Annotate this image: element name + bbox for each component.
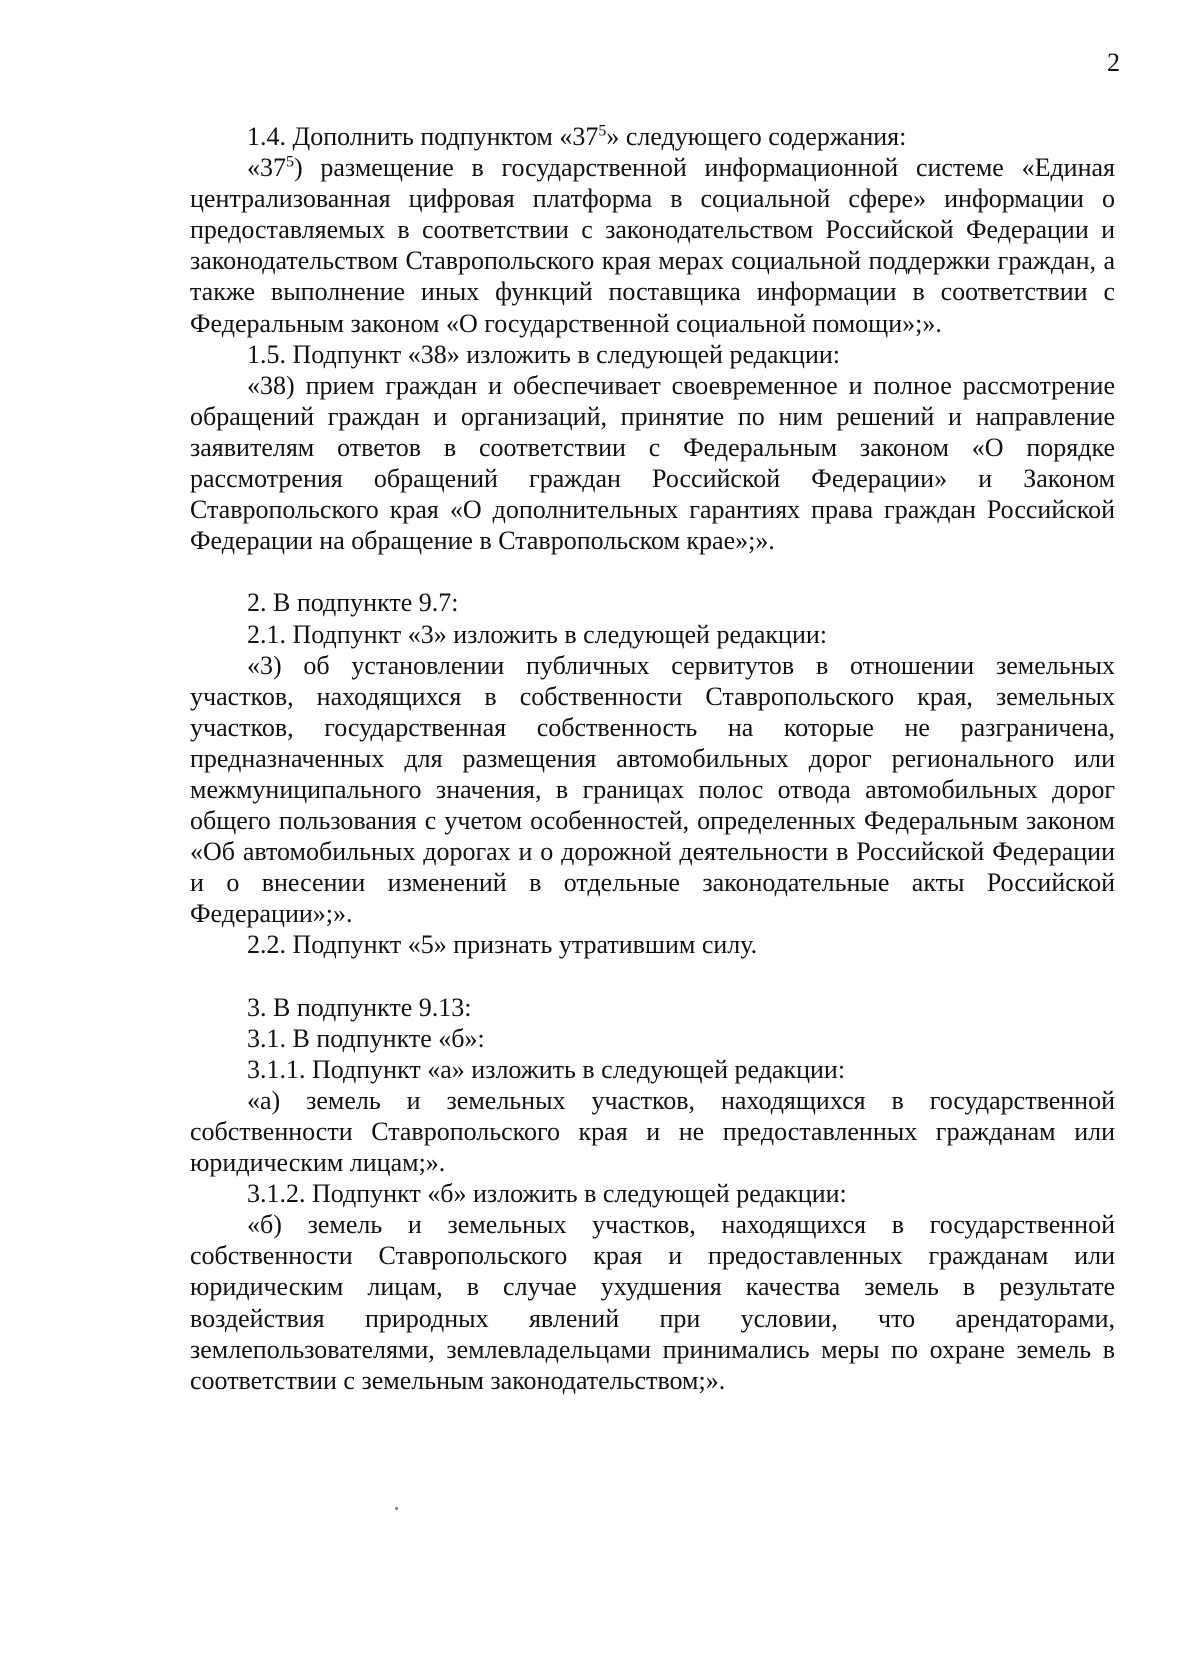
paragraph-3-servitude: «3) об установлении публичных сервитутов в отношении земельных участков, находящихся в собственности Ставропольского края, земельных участков, государственная собственность на которые не разграничена, предназначенных для размещения автомобильных дорог регионального или межмуниципального значения, в границах полос отвода автомобильных дорог общего пользования с учетом особенностей, определенных Федеральным законом «Об автомобильных дорогах и о дорожной деятельности в Российской Федерации и о внесении изменений в отдельные законодательные акты Российской Федерации»;». bbox=[190, 650, 1115, 929]
paragraph-3-1-2: 3.1.2. Подпункт «б» изложить в следующей редакции: bbox=[247, 1179, 847, 1209]
paragraph-3-1-1: 3.1.1. Подпункт «а» изложить в следующей редакции: bbox=[247, 1054, 846, 1084]
page-number: 2 bbox=[1107, 48, 1120, 77]
superscript: 5 bbox=[286, 153, 294, 171]
paragraph-1-4 bbox=[190, 121, 1115, 152]
paragraph-2: 2. В подпункте 9.7: bbox=[247, 588, 459, 618]
scan-speck bbox=[395, 1507, 398, 1510]
paragraph-2-1: 2.1. Подпункт «3» изложить в следующей редакции: bbox=[247, 619, 828, 649]
document-body bbox=[190, 121, 1115, 1396]
paragraph-37-5-text: ) размещение в государственной информационной системе «Единая централизованная цифровая платформа в социальной сфере» информации о предоставляемых в соответствии с законодательством Российской Федерации и законодательством Ставропольского края мерах социальной поддержки граждан, а также выполнение иных функций поставщика информации в соответствии с Федеральным законом «О государственной социальной помощи»;». bbox=[190, 153, 1115, 338]
paragraph-38: «38) прием граждан и обеспечивает своевременное и полное рассмотрение обращений граждан и организаций, принятие по ним решений и направление заявителям ответов в соответствии с Федеральным законом «О порядке рассмотрения обращений граждан Российской Федерации» и Законом Ставропольского края «О дополнительных гарантиях права граждан Российской Федерации на обращение в Ставропольском крае»;». bbox=[190, 370, 1115, 556]
paragraph-2-2: 2.2. Подпункт «5» признать утратившим силу. bbox=[247, 930, 758, 960]
superscript: 5 bbox=[598, 122, 607, 140]
paragraph-a: «а) земель и земельных участков, находящихся в государственной собственности Ставропольского края и не предоставленных гражданам или юридическим лицам;». bbox=[190, 1085, 1115, 1178]
paragraph-b: «б) земель и земельных участков, находящихся в государственной собственности Ставропольского края и предоставленных гражданам или юридическим лицам, в случае ухудшения качества земель в результате воздействия природных явлений при условии, что арендаторами, землепользователями, землевладельцами принимались меры по охране земель в соответствии с земельным законодательством;». bbox=[190, 1210, 1115, 1395]
paragraph-37-5 bbox=[190, 152, 1115, 339]
paragraph-1-4-tail: » следующего содержания: bbox=[606, 122, 907, 151]
paragraph-1-4-text: 1.4. Дополнить подпунктом «37 bbox=[247, 122, 599, 151]
paragraph-1-5: 1.5. Подпункт «38» изложить в следующей редакции: bbox=[247, 339, 841, 369]
paragraph-3-1: 3.1. В подпункте «б»: bbox=[247, 1023, 485, 1053]
paragraph-3: 3. В подпункте 9.13: bbox=[247, 992, 472, 1022]
spacer bbox=[190, 556, 1115, 587]
paragraph-37-5-head: «37 bbox=[247, 153, 286, 183]
spacer bbox=[190, 961, 1115, 992]
